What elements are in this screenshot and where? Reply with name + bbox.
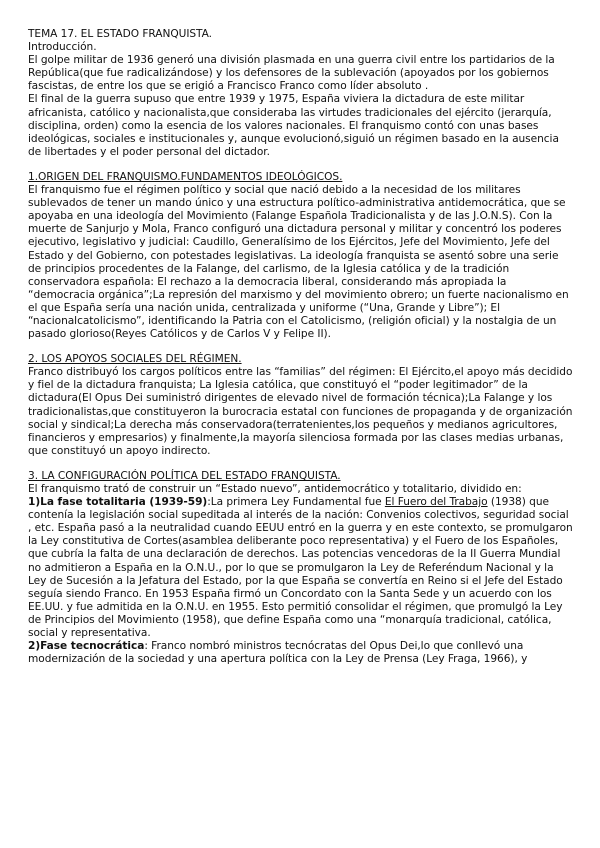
section-3-phase-2	[28, 640, 574, 666]
section-1-paragraph: El franquismo fue el régimen político y social que nació debido a la necesidad de los militares sublevados de tener un mando único y una estructura político-administrativa antidemocrática, que se apoyaba en una ideología del Movimiento (Falange Española Tradicionalista y de las J.O.N.S). Con la muerte de Sanjurjo y Mola, Franco configuró una dictadura personal y militar y concentró los poderes ejecutivo, legislativo y judicial: Caudillo, Generalísimo de los Ejércitos, Jefe del Movimiento, Jefe del Estado y del Gobierno, con potestades legislativas. La ideología franquista se asentó sobre una serie de principios procedentes de la Falange, del carlismo, de la Iglesia católica y de la tradición conservadora española: El rechazo a la democracia liberal, considerando más apropiada la “democracia orgánica”;La represión del marxismo y del movimiento obrero; un fuerte nacionalismo en el que España sería una nación unida, centralizada y uniforme (“Una, Grande y Libre”); El “nacionalcatolicismo”, identificando la Patria con el Catolicismo, (religión oficial) y la nostalgia de un pasado glorioso(Reyes Católicos y de Carlos V y Felipe II).	[28, 184, 569, 341]
section-3-heading: 3. LA CONFIGURACIÓN POLÍTICA DEL ESTADO FRANQUISTA.	[28, 469, 341, 482]
fuero-del-trabajo-text: El Fuero del Trabajo	[384, 496, 488, 509]
section-3-phase-1	[28, 496, 574, 640]
phase-1-label: 1)La fase totalitaria (1939-59)	[28, 496, 208, 509]
phase-1-text-a: :La primera Ley Fundamental fue	[207, 496, 385, 509]
section-2-heading: 2. LOS APOYOS SOCIALES DEL RÉGIMEN.	[28, 353, 242, 366]
intro-paragraph-1: El golpe militar de 1936 generó una división plasmada en una guerra civil entre los partidarios de la República(que fue radicalizándose) y los defensores de la sublevación (apoyados por los gobiernos fascistas, de entre los que se erigió a Francisco Franco como líder absoluto .	[28, 54, 555, 93]
section-3-intro: El franquismo trató de construir un “Estado nuevo”, antidemocrático y totalitario, dividido en:	[28, 483, 522, 495]
intro-paragraph-2: El final de la guerra supuso que entre 1939 y 1975, España viviera la dictadura de este militar africanista, católico y nacionalista,que consideraba las virtudes tradicionales del ejército (jerarquía, disciplina, orden) como la esencia de los valores nacionales. El franquismo contó con unas bases ideológicas, sociales e institucionales y, aunque evolucionó,siguió un régimen basado en la ausencia de libertades y el poder personal del dictador.	[28, 93, 559, 158]
section-1-heading: 1.ORIGEN DEL FRANQUISMO.FUNDAMENTOS IDEOLÓGICOS.	[28, 170, 343, 183]
phase-2-label: 2)Fase tecnocrática	[28, 640, 145, 653]
phase-2-text: : Franco nombró ministros tecnócratas del Opus Dei,lo que conllevó una modernización de la sociedad y una apertura política con la Ley de Prensa (Ley Fraga, 1966), y	[28, 640, 528, 666]
document-body	[28, 28, 574, 666]
intro-heading: Introducción.	[28, 41, 97, 54]
document-title: TEMA 17. EL ESTADO FRANQUISTA.	[28, 28, 212, 40]
phase-1-text-b: (1938) que contenía la legislación social supeditada al interés de la nación: Convenios colectivos, seguridad social , etc. España pasó a la neutralidad cuando EEUU entró en la guerra y en este contexto, se promulgaron la Ley constitutiva de Cortes(asamblea deliberante poco representativa) y el Fuero de los Españoles, que cubría la falta de una declaración de derechos. Las potencias vencedoras de la II Guerra Mundial no admitieron a España en la O.N.U., por lo que se promulgaron la Ley de Referéndum Nacional y la Ley de Sucesión a la Jefatura del Estado, por la que España se convertía en Reino si el Jefe del Estado seguía siendo Franco. En 1953 España firmó un Concordato con la Santa Sede y un acuerdo con los EE.UU. y fue admitida en la O.N.U. en 1955. Esto permitió consolidar el régimen, que promulgó la Ley de Principios del Movimiento (1958), que define España como una “monarquía tradicional, católica, social y representativa.	[28, 496, 573, 640]
section-2-paragraph: Franco distribuyó los cargos políticos entre las “familias” del régimen: El Ejército,el apoyo más decidido y fiel de la dictadura franquista; La Iglesia católica, que constituyó el “poder legitimador” de la dictadura(El Opus Dei suministró dirigentes de elevado nivel de formación técnica);La Falange y los tradicionalistas,que constituyeron la burocracia estatal con funciones de propaganda y de organización social y sindical;La derecha más conservadora(terratenientes,los pequeños y medianos agricultores, financieros y empresarios) y finalmente,la mayoría silenciosa formada por las clases medias urbanas, que constituyó un apoyo indirecto.	[28, 366, 573, 457]
